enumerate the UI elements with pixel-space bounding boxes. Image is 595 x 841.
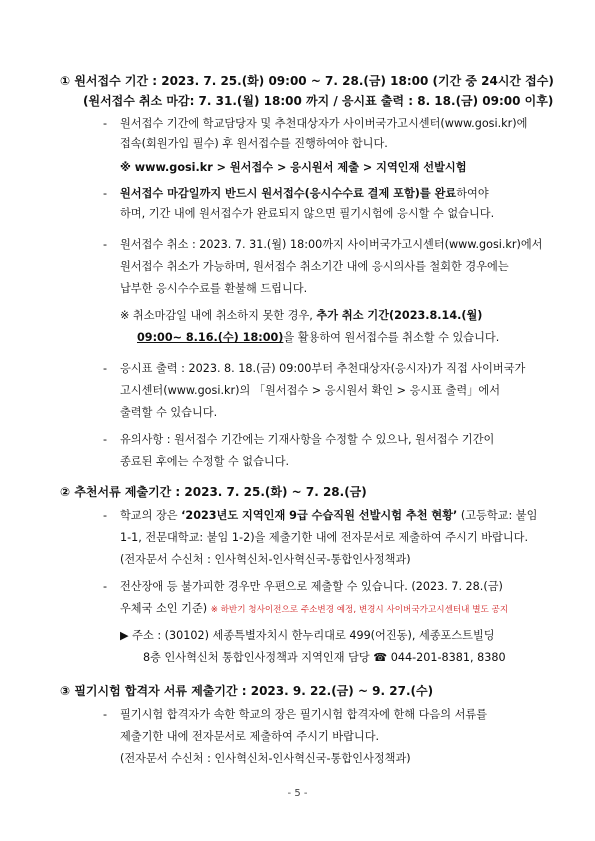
text-line: 원서접수 기간에 학교담당자 및 추천대상자가 사이버국가고시센터(www.gosi.kr)에 bbox=[120, 117, 528, 130]
section1-subtitle: (원서접수 취소 마감: 7. 31.(월) 18:00 까지 / 응시표 출력 : 8. 18.(금) 09:00 이후) bbox=[83, 94, 554, 108]
text-line: 제출기한 내에 전자문서로 제출하여 주시기 바랍니다. bbox=[120, 730, 380, 743]
text-line: 종료된 후에는 수정할 수 없습니다. bbox=[120, 455, 290, 468]
note-line bbox=[137, 330, 499, 346]
section2-title: ② 추천서류 제출기간 : 2023. 7. 25.(화) ~ 7. 28.(금) bbox=[60, 485, 367, 499]
text-line: 유의사항 : 원서접수 기간에는 기재사항을 수정할 수 있으나, 원서접수 기간이 bbox=[120, 433, 495, 446]
text-line: 하며, 기간 내에 원서접수가 완료되지 않으면 필기시험에 응시할 수 없습니다. bbox=[120, 207, 495, 220]
address-line: ▶ 주소 : (30102) 세종특별자치시 한누리대로 499(어진동), 세종포스트빌딩 bbox=[120, 629, 495, 642]
emphasis-text: 원서접수 마감일까지 반드시 원서접수(응시수수료 결제 포함)를 완료 bbox=[120, 187, 457, 200]
text-line: 출력할 수 있습니다. bbox=[120, 406, 218, 419]
text-line: (전자문서 수신처 : 인사혁신처-인사혁신국-통합인사정책과) bbox=[120, 752, 411, 765]
note-bold: 09:00~ 8.16.(수) 18:00) bbox=[137, 331, 284, 344]
bullet-dash: - bbox=[103, 580, 108, 593]
text-line: 원서접수 취소가 가능하며, 원서접수 취소기간 내에 응시의사를 철회한 경우에는 bbox=[120, 260, 509, 273]
text-line: 납부한 응시수수료를 환불해 드립니다. bbox=[120, 282, 308, 295]
text-line: 원서접수 취소 : 2023. 7. 31.(월) 18:00까지 사이버국가고시센터(www.gosi.kr)에서 bbox=[120, 238, 543, 251]
address-line: 8층 인사혁신처 통합인사정책과 지역인재 담당 ☎ 044-201-8381, 8380 bbox=[143, 651, 506, 664]
text-line bbox=[120, 508, 537, 524]
text-tail: (고등학교: 붙임 bbox=[460, 509, 538, 522]
page-number: - 5 - bbox=[287, 788, 308, 799]
bullet-dash: - bbox=[103, 187, 108, 200]
text-line: 전산장애 등 불가피한 경우만 우편으로 제출할 수 있습니다. (2023. 7. 28.(금) bbox=[120, 580, 503, 593]
section1-title: ① 원서접수 기간 : 2023. 7. 25.(화) 09:00 ~ 7. 28.(금) 18:00 (기간 중 24시간 접수) bbox=[60, 74, 554, 88]
bullet-dash: - bbox=[103, 117, 108, 130]
notice-note: ※ 하반기 청사이전으로 주소변경 예정, 변경시 사이버국가고시센터내 별도 공지 bbox=[210, 605, 509, 615]
emphasis-text: ‘2023년도 지역인재 9급 수습직원 선발시험 추천 현황’ bbox=[181, 509, 458, 522]
bullet-dash: - bbox=[103, 238, 108, 251]
text-head: 학교의 장은 bbox=[120, 509, 178, 522]
text-line bbox=[120, 601, 508, 618]
text-line: (전자문서 수신처 : 인사혁신처-인사혁신국-통합인사정책과) bbox=[120, 553, 411, 566]
bullet-dash: - bbox=[103, 362, 108, 375]
text-line bbox=[120, 186, 489, 202]
bullet-dash: - bbox=[103, 433, 108, 446]
text-line: 응시표 출력 : 2023. 8. 18.(금) 09:00부터 추천대상자(응시자)가 직접 사이버국가 bbox=[120, 362, 526, 375]
bullet-dash: - bbox=[103, 509, 108, 522]
bullet-dash: - bbox=[103, 708, 108, 721]
text-line: 접속(회원가입 필수) 후 원서접수를 진행하여야 합니다. bbox=[120, 137, 388, 150]
text-line: 필기시험 합격자가 속한 학교의 장은 필기시험 합격자에 한해 다음의 서류를 bbox=[120, 708, 488, 721]
text-line: 1-1, 전문대학교: 붙임 1-2)을 제출기한 내에 전자문서로 제출하여 주시기 바랍니다. bbox=[120, 531, 529, 544]
section3-title: ③ 필기시험 합격자 서류 제출기간 : 2023. 9. 22.(금) ~ 9. 27.(수) bbox=[60, 684, 434, 698]
text-line: 고시센터(www.gosi.kr)의 「원서접수 > 응시원서 확인 > 응시표 출력」에서 bbox=[120, 384, 500, 397]
text-tail: 하여야 bbox=[456, 187, 489, 200]
note-head: ※ 취소마감일 내에 취소하지 못한 경우, bbox=[120, 309, 313, 322]
note-bold: 추가 취소 기간(2023.8.14.(월) bbox=[316, 309, 483, 322]
note-line bbox=[120, 308, 482, 324]
note-line: ※ www.gosi.kr > 원서접수 > 응시원서 제출 > 지역인재 선발시험 bbox=[120, 161, 467, 174]
text-head: 우체국 소인 기준) bbox=[120, 602, 208, 615]
note-tail: 을 활용하여 원서접수를 취소할 수 있습니다. bbox=[283, 331, 500, 344]
